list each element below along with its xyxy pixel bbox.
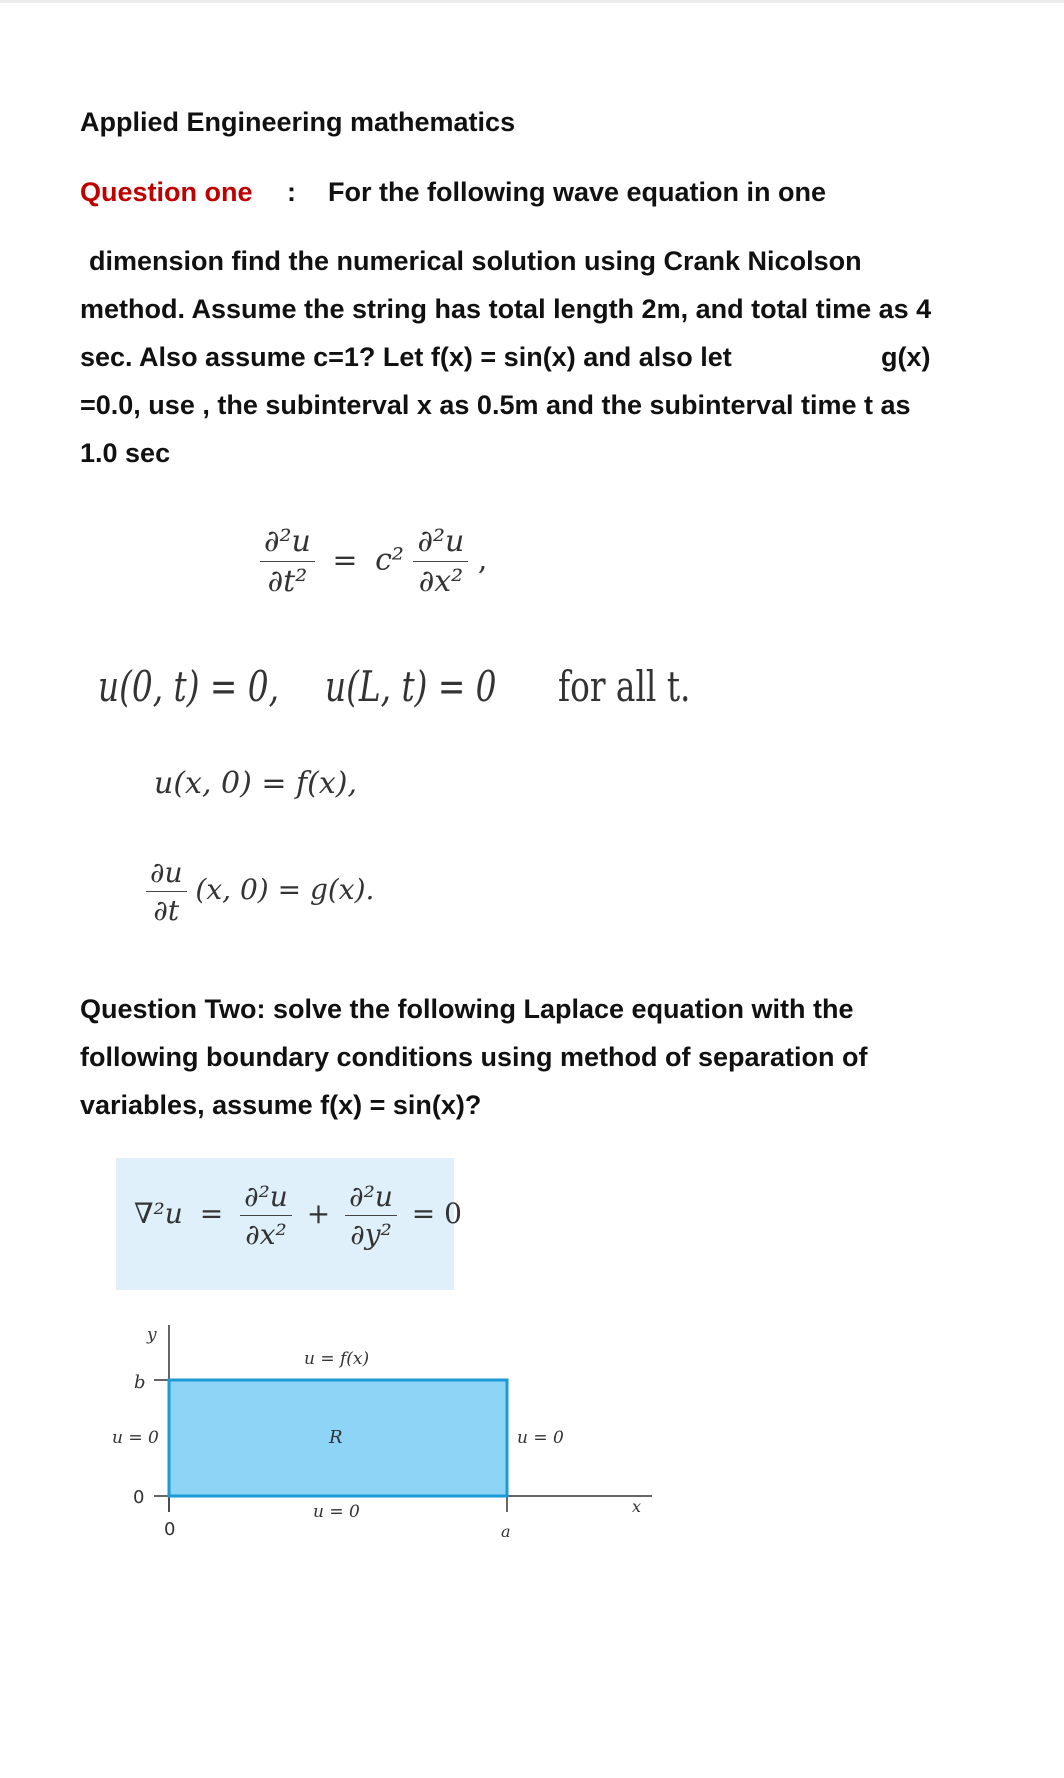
- initial-condition-g-text: (x, 0) = g(x).: [195, 873, 375, 906]
- boundary-condition-left: u(0, t) = 0,: [98, 662, 280, 711]
- zero-x-label: 0: [164, 1519, 176, 1540]
- zero-y-label: 0: [133, 1487, 145, 1508]
- equation-comma: ,: [477, 542, 488, 578]
- a-label: a: [501, 1522, 511, 1541]
- question-two-line-1: Question Two: solve the following Laplace equation with the: [80, 994, 854, 1024]
- question-one-line-6: 1.0 sec: [80, 438, 171, 468]
- question-one-line-1: For the following wave equation in one: [328, 177, 827, 207]
- laplace-den-x: ∂x²: [245, 1218, 287, 1251]
- plus-sign: +: [306, 1197, 331, 1230]
- du-numerator: ∂u: [146, 856, 187, 892]
- question-one-line-2: dimension find the numerical solution using Crank Nicolson: [89, 246, 862, 276]
- x-axis-label: x: [632, 1497, 642, 1516]
- question-one-colon: :: [287, 177, 296, 207]
- b-label: b: [134, 1372, 146, 1393]
- question-one-label: Question one: [80, 177, 253, 207]
- question-one-line-4: sec. Also assume c=1? Let f(x) = sin(x) and also let: [80, 342, 732, 372]
- region-label: R: [329, 1427, 343, 1448]
- y-axis-label: y: [147, 1325, 157, 1345]
- question-two-line-2: following boundary conditions using method of separation of: [80, 1042, 868, 1072]
- initial-condition-f: u(x, 0) = f(x),: [154, 766, 357, 801]
- laplace-num-x: ∂²u: [240, 1180, 292, 1216]
- left-boundary-label: u = 0: [112, 1428, 159, 1448]
- question-two-line-3: variables, assume f(x) = sin(x)?: [80, 1090, 482, 1120]
- dx2-denominator: ∂x²: [418, 564, 464, 599]
- d2u-numerator-2: ∂²u: [413, 524, 468, 562]
- laplacian: ∇²u: [134, 1197, 183, 1230]
- page-title: Applied Engineering mathematics: [80, 107, 516, 137]
- dt2-denominator: ∂t²: [267, 564, 308, 599]
- c-squared: c²: [375, 542, 404, 578]
- for-all-t: for all t.: [558, 662, 691, 711]
- boundary-condition-right: u(L, t) = 0: [325, 662, 497, 711]
- equals-sign: =: [332, 542, 358, 578]
- bottom-boundary-label: u = 0: [313, 1502, 360, 1522]
- question-one-line-3: method. Assume the string has total length 2m, and total time as 4: [80, 294, 932, 324]
- laplace-den-y: ∂y²: [350, 1218, 392, 1251]
- top-boundary-label: u = f(x): [304, 1349, 370, 1369]
- question-one-gx: g(x): [881, 342, 931, 372]
- laplace-equals: =: [199, 1197, 224, 1230]
- dt-denominator: ∂t: [153, 894, 180, 927]
- d2u-numerator: ∂²u: [260, 524, 315, 562]
- question-one-line-5: =0.0, use , the subinterval x as 0.5m and the subinterval time t as: [80, 390, 911, 420]
- right-boundary-label: u = 0: [517, 1428, 564, 1448]
- laplace-num-y: ∂²u: [345, 1180, 397, 1216]
- equals-zero: = 0: [411, 1197, 462, 1230]
